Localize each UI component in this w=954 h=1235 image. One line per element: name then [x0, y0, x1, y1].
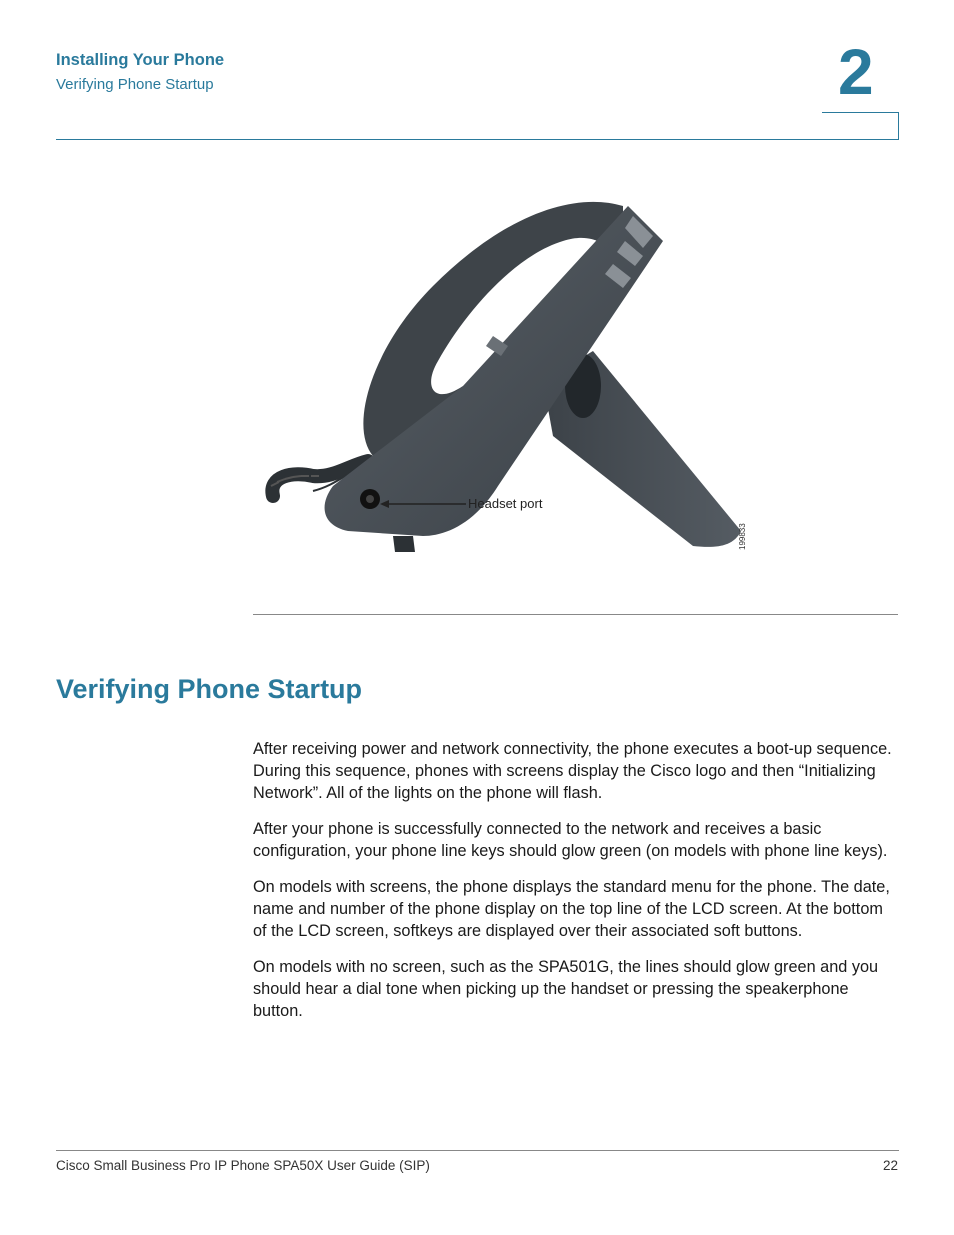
section-body: [253, 738, 901, 1036]
figure-id: 199833: [738, 523, 747, 550]
footer-rule: [56, 1150, 899, 1151]
paragraph: On models with screens, the phone displays the standard menu for the phone. The date, name and number of the phone display on the top line of the LCD screen. At the bottom of the LCD screen, softkeys are displayed over their associated soft buttons.: [253, 878, 890, 940]
paragraph: After receiving power and network connectivity, the phone executes a boot-up sequence. During this sequence, phones with screens display the Cisco logo and then “Initializing Network”. All of the lights on the phone will flash.: [253, 740, 892, 802]
phone-side-view-figure: [253, 186, 753, 566]
footer-page-number: 22: [882, 1158, 898, 1173]
phone-illustration: [253, 186, 753, 566]
chapter-tab-box: [822, 112, 899, 140]
header-chapter-title: Installing Your Phone: [56, 51, 225, 69]
chapter-number: 2: [838, 36, 874, 108]
section-heading: Verifying Phone Startup: [56, 674, 363, 704]
figure-rule: [253, 614, 898, 615]
header-rule: [56, 139, 899, 140]
footer-doc-title: Cisco Small Business Pro IP Phone SPA50X User Guide (SIP): [56, 1158, 430, 1173]
paragraph: On models with no screen, such as the SPA501G, the lines should glow green and you should hear a dial tone when picking up the handset or pressing the speakerphone button.: [253, 958, 879, 1020]
headset-port-label: Headset port: [468, 496, 543, 511]
paragraph: After your phone is successfully connected to the network and receives a basic configuration, your phone line keys should glow green (on models with phone line keys).: [253, 820, 888, 860]
header-section-title: Verifying Phone Startup: [56, 76, 214, 93]
